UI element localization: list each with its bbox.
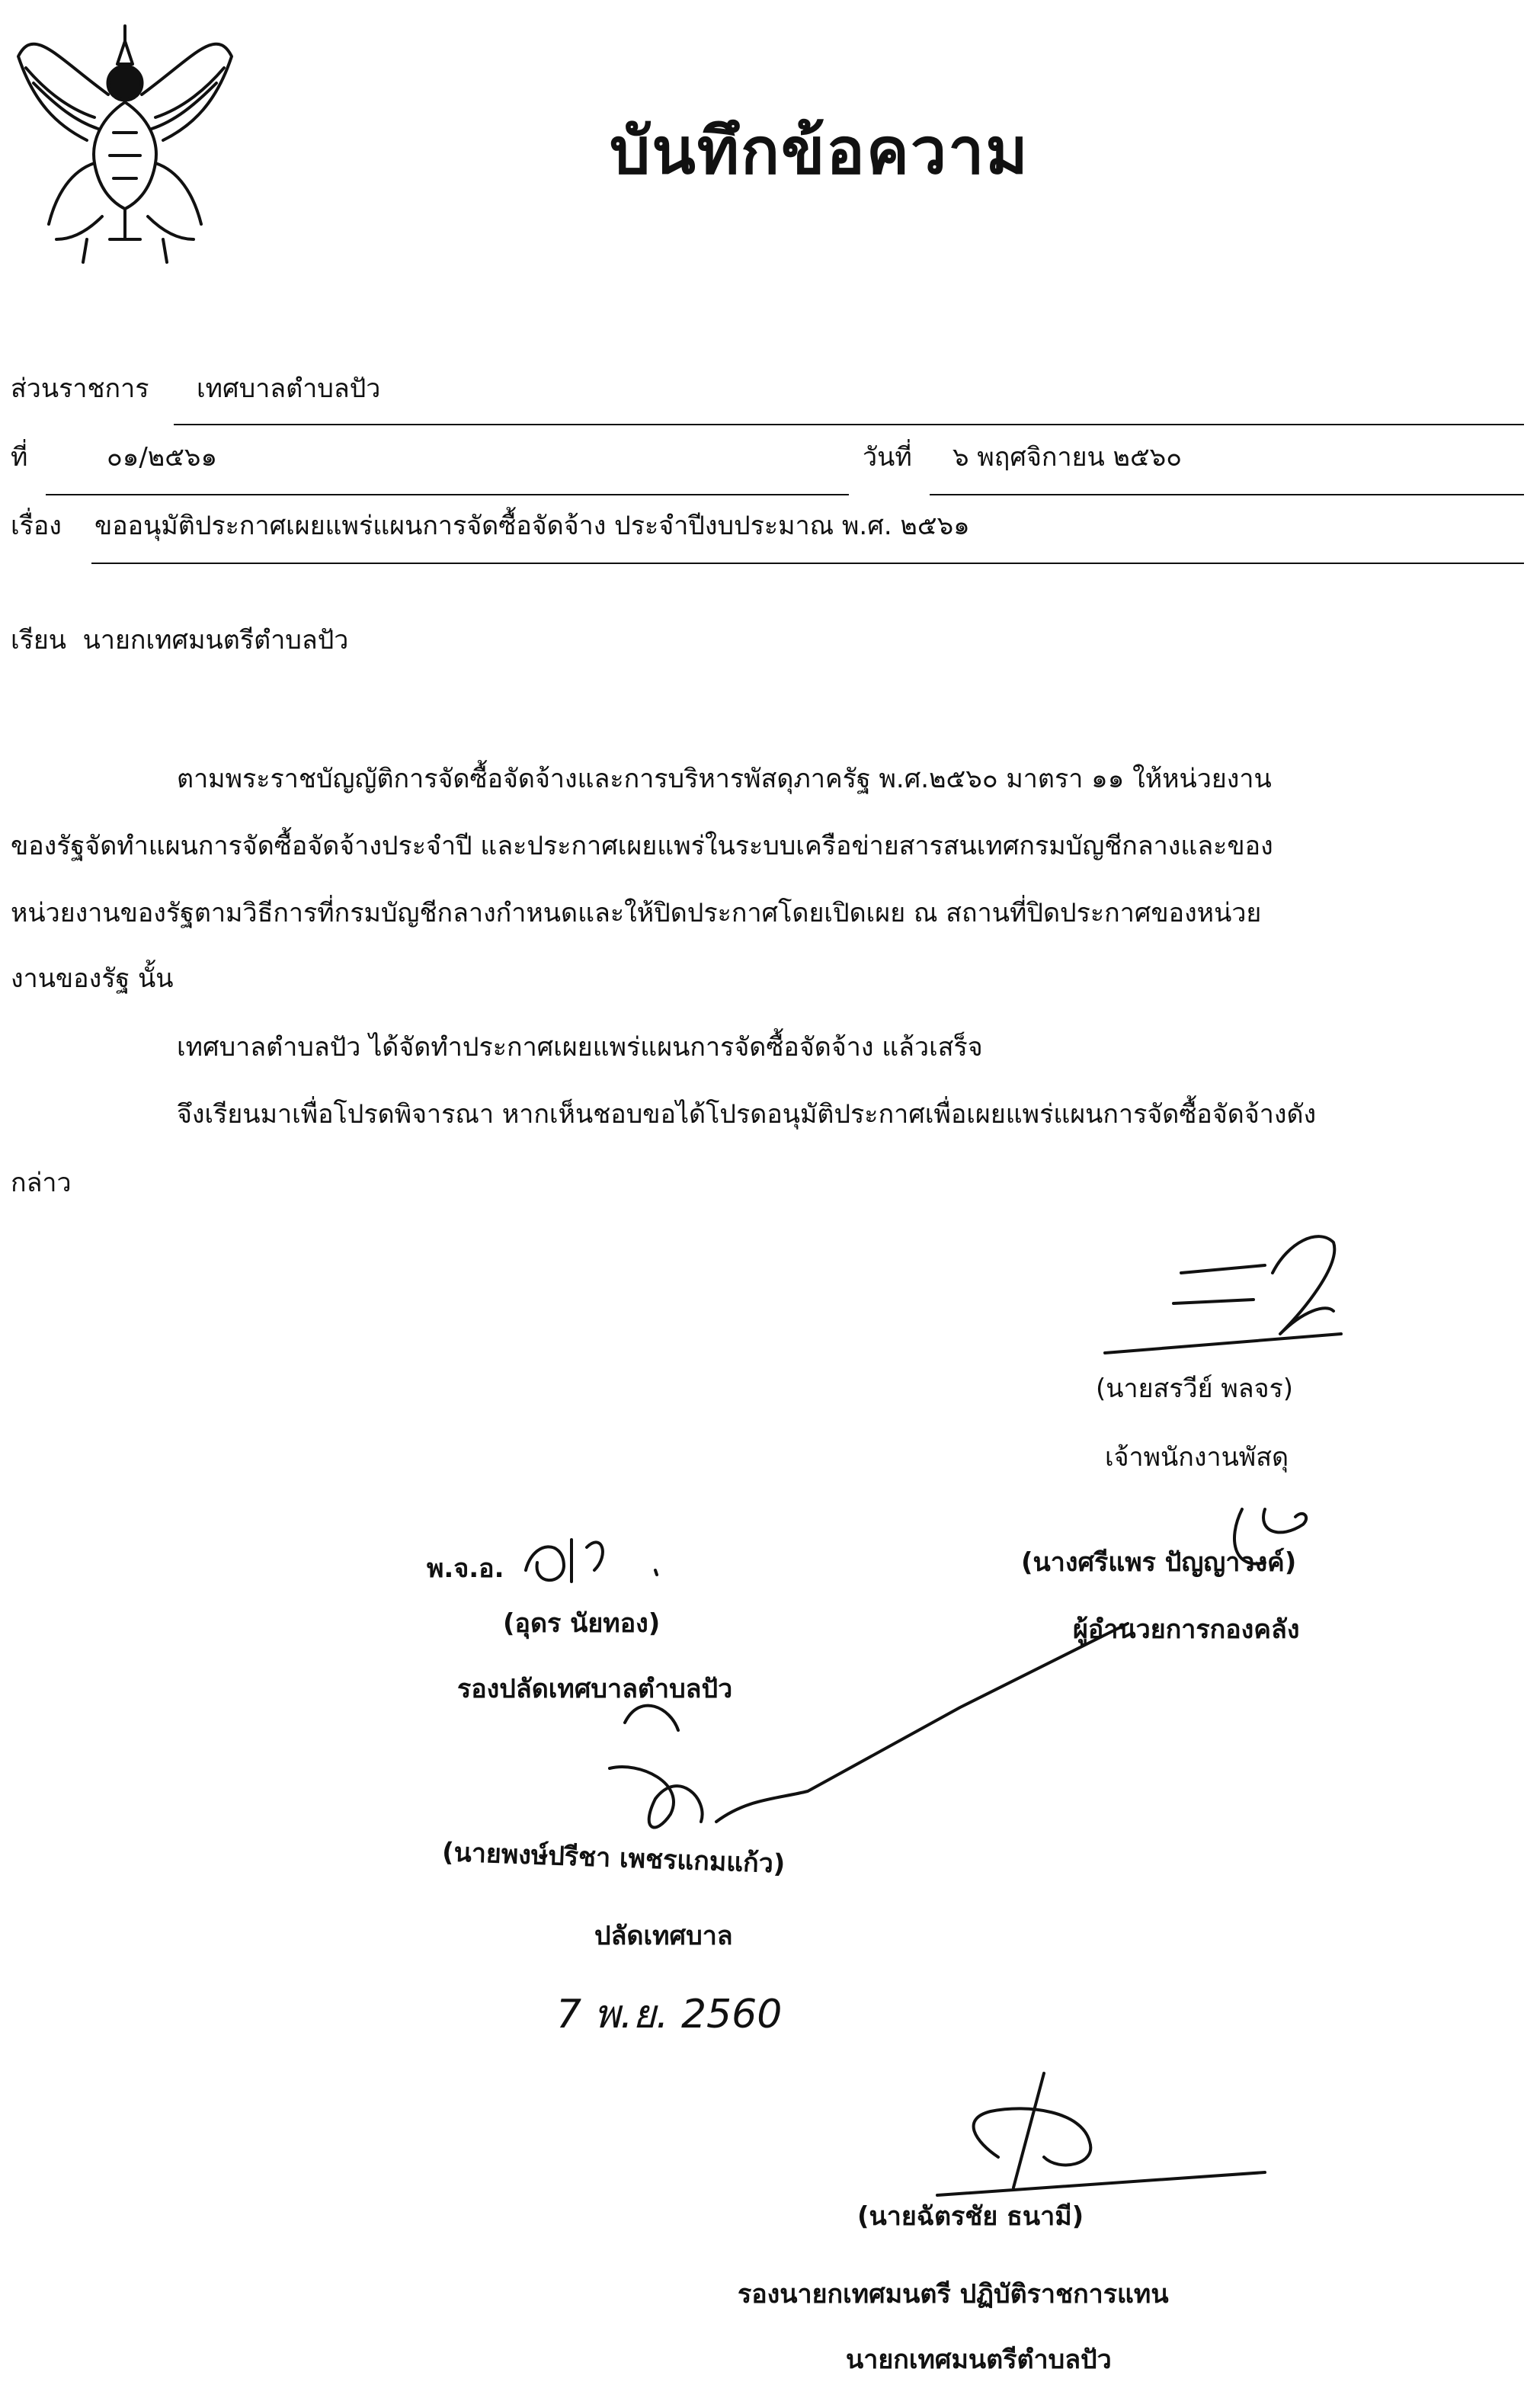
- agency-label: ส่วนราชการ: [11, 373, 149, 404]
- salutation-label: เรียน: [11, 625, 67, 656]
- garuda-emblem: [11, 11, 239, 285]
- finance-position: ผู้อำนวยการกองคลัง: [1073, 1614, 1300, 1645]
- deputy-position: รองปลัดเทศบาลตำบลปัว: [457, 1674, 733, 1704]
- body-p3-line1: จึงเรียนมาเพื่อโปรดพิจารณา หากเห็นชอบขอได้โปรดอนุมัติประกาศเพื่อเผยแพร่แผนการจัดซื้อจัดจ้างดัง: [177, 1099, 1317, 1130]
- date-rule: [930, 494, 1524, 495]
- body-p3-line2: กล่าว: [11, 1168, 72, 1198]
- officer-signature: [1090, 1220, 1364, 1372]
- clerk-position: ปลัดเทศบาล: [594, 1921, 733, 1951]
- agency-rule: [174, 424, 1524, 425]
- date-value: ๖ พฤศจิกายน ๒๕๖๐: [952, 442, 1183, 473]
- mayor-signature: [930, 2058, 1280, 2210]
- subject-value: ขออนุมัติประกาศเผยแพร่แผนการจัดซื้อจัดจ้าง ประจำปีงบประมาณ พ.ศ. ๒๕๖๑: [94, 511, 970, 541]
- officer-position: เจ้าพนักงานพัสดุ: [1105, 1442, 1289, 1473]
- number-label: ที่: [11, 442, 28, 473]
- clerk-date: 7 พ.ย. 2560: [556, 1992, 783, 2037]
- deputy-prefix: พ.จ.อ.: [427, 1553, 504, 1584]
- deputy-name: (อุดร นัยทอง): [503, 1608, 661, 1639]
- body-p1-line4: งานของรัฐ นั้น: [11, 963, 174, 994]
- mayor-position-line1: รองนายกเทศมนตรี ปฏิบัติราชการแทน: [738, 2279, 1169, 2310]
- body-p1-line3: หน่วยงานของรัฐตามวิธีการที่กรมบัญชีกลางกำหนดและให้ปิดประกาศโดยเปิดเผย ณ สถานที่ปิดประกาศของหน่วย: [11, 898, 1262, 928]
- body-p1-line2: ของรัฐจัดทำแผนการจัดซื้อจัดจ้างประจำปี และประกาศเผยแพร่ในระบบเครือข่ายสารสนเทศกรมบัญชีกลางและของ: [11, 831, 1273, 861]
- subject-label: เรื่อง: [11, 511, 62, 541]
- finance-name: (นางศรีแพร ปัญญาวงค์): [1021, 1547, 1297, 1578]
- deputy-signature: [518, 1524, 671, 1601]
- date-label: วันที่: [863, 442, 912, 473]
- mayor-name: (นายฉัตรชัย ธนามี): [857, 2201, 1084, 2232]
- salutation: [11, 623, 348, 657]
- body-p1-line1: ตามพระราชบัญญัติการจัดซื้อจัดจ้างและการบริหารพัสดุภาครัฐ พ.ศ.๒๕๖๐ มาตรา ๑๑ ให้หน่วยงาน: [177, 764, 1272, 794]
- body-p2: เทศบาลตำบลปัว ได้จัดทำประกาศเผยแพร่แผนการจัดซื้อจัดจ้าง แล้วเสร็จ: [177, 1032, 983, 1063]
- mayor-position-line2: นายกเทศมนตรีตำบลปัว: [846, 2345, 1112, 2375]
- number-value: ๐๑/๒๕๖๑: [107, 442, 218, 473]
- subject-rule: [91, 563, 1524, 564]
- clerk-signature: [594, 1616, 1143, 1860]
- salutation-value: นายกเทศมนตรีตำบลปัว: [82, 625, 349, 656]
- number-rule: [46, 494, 849, 495]
- officer-name: (นายสรวีย์ พลจร): [1096, 1374, 1294, 1404]
- clerk-name: (นายพงษ์ปรีชา เพชรแกมแก้ว): [441, 1837, 786, 1880]
- document-title: บันทึกข้อความ: [610, 114, 1029, 188]
- agency-value: เทศบาลตำบลปัว: [197, 373, 381, 404]
